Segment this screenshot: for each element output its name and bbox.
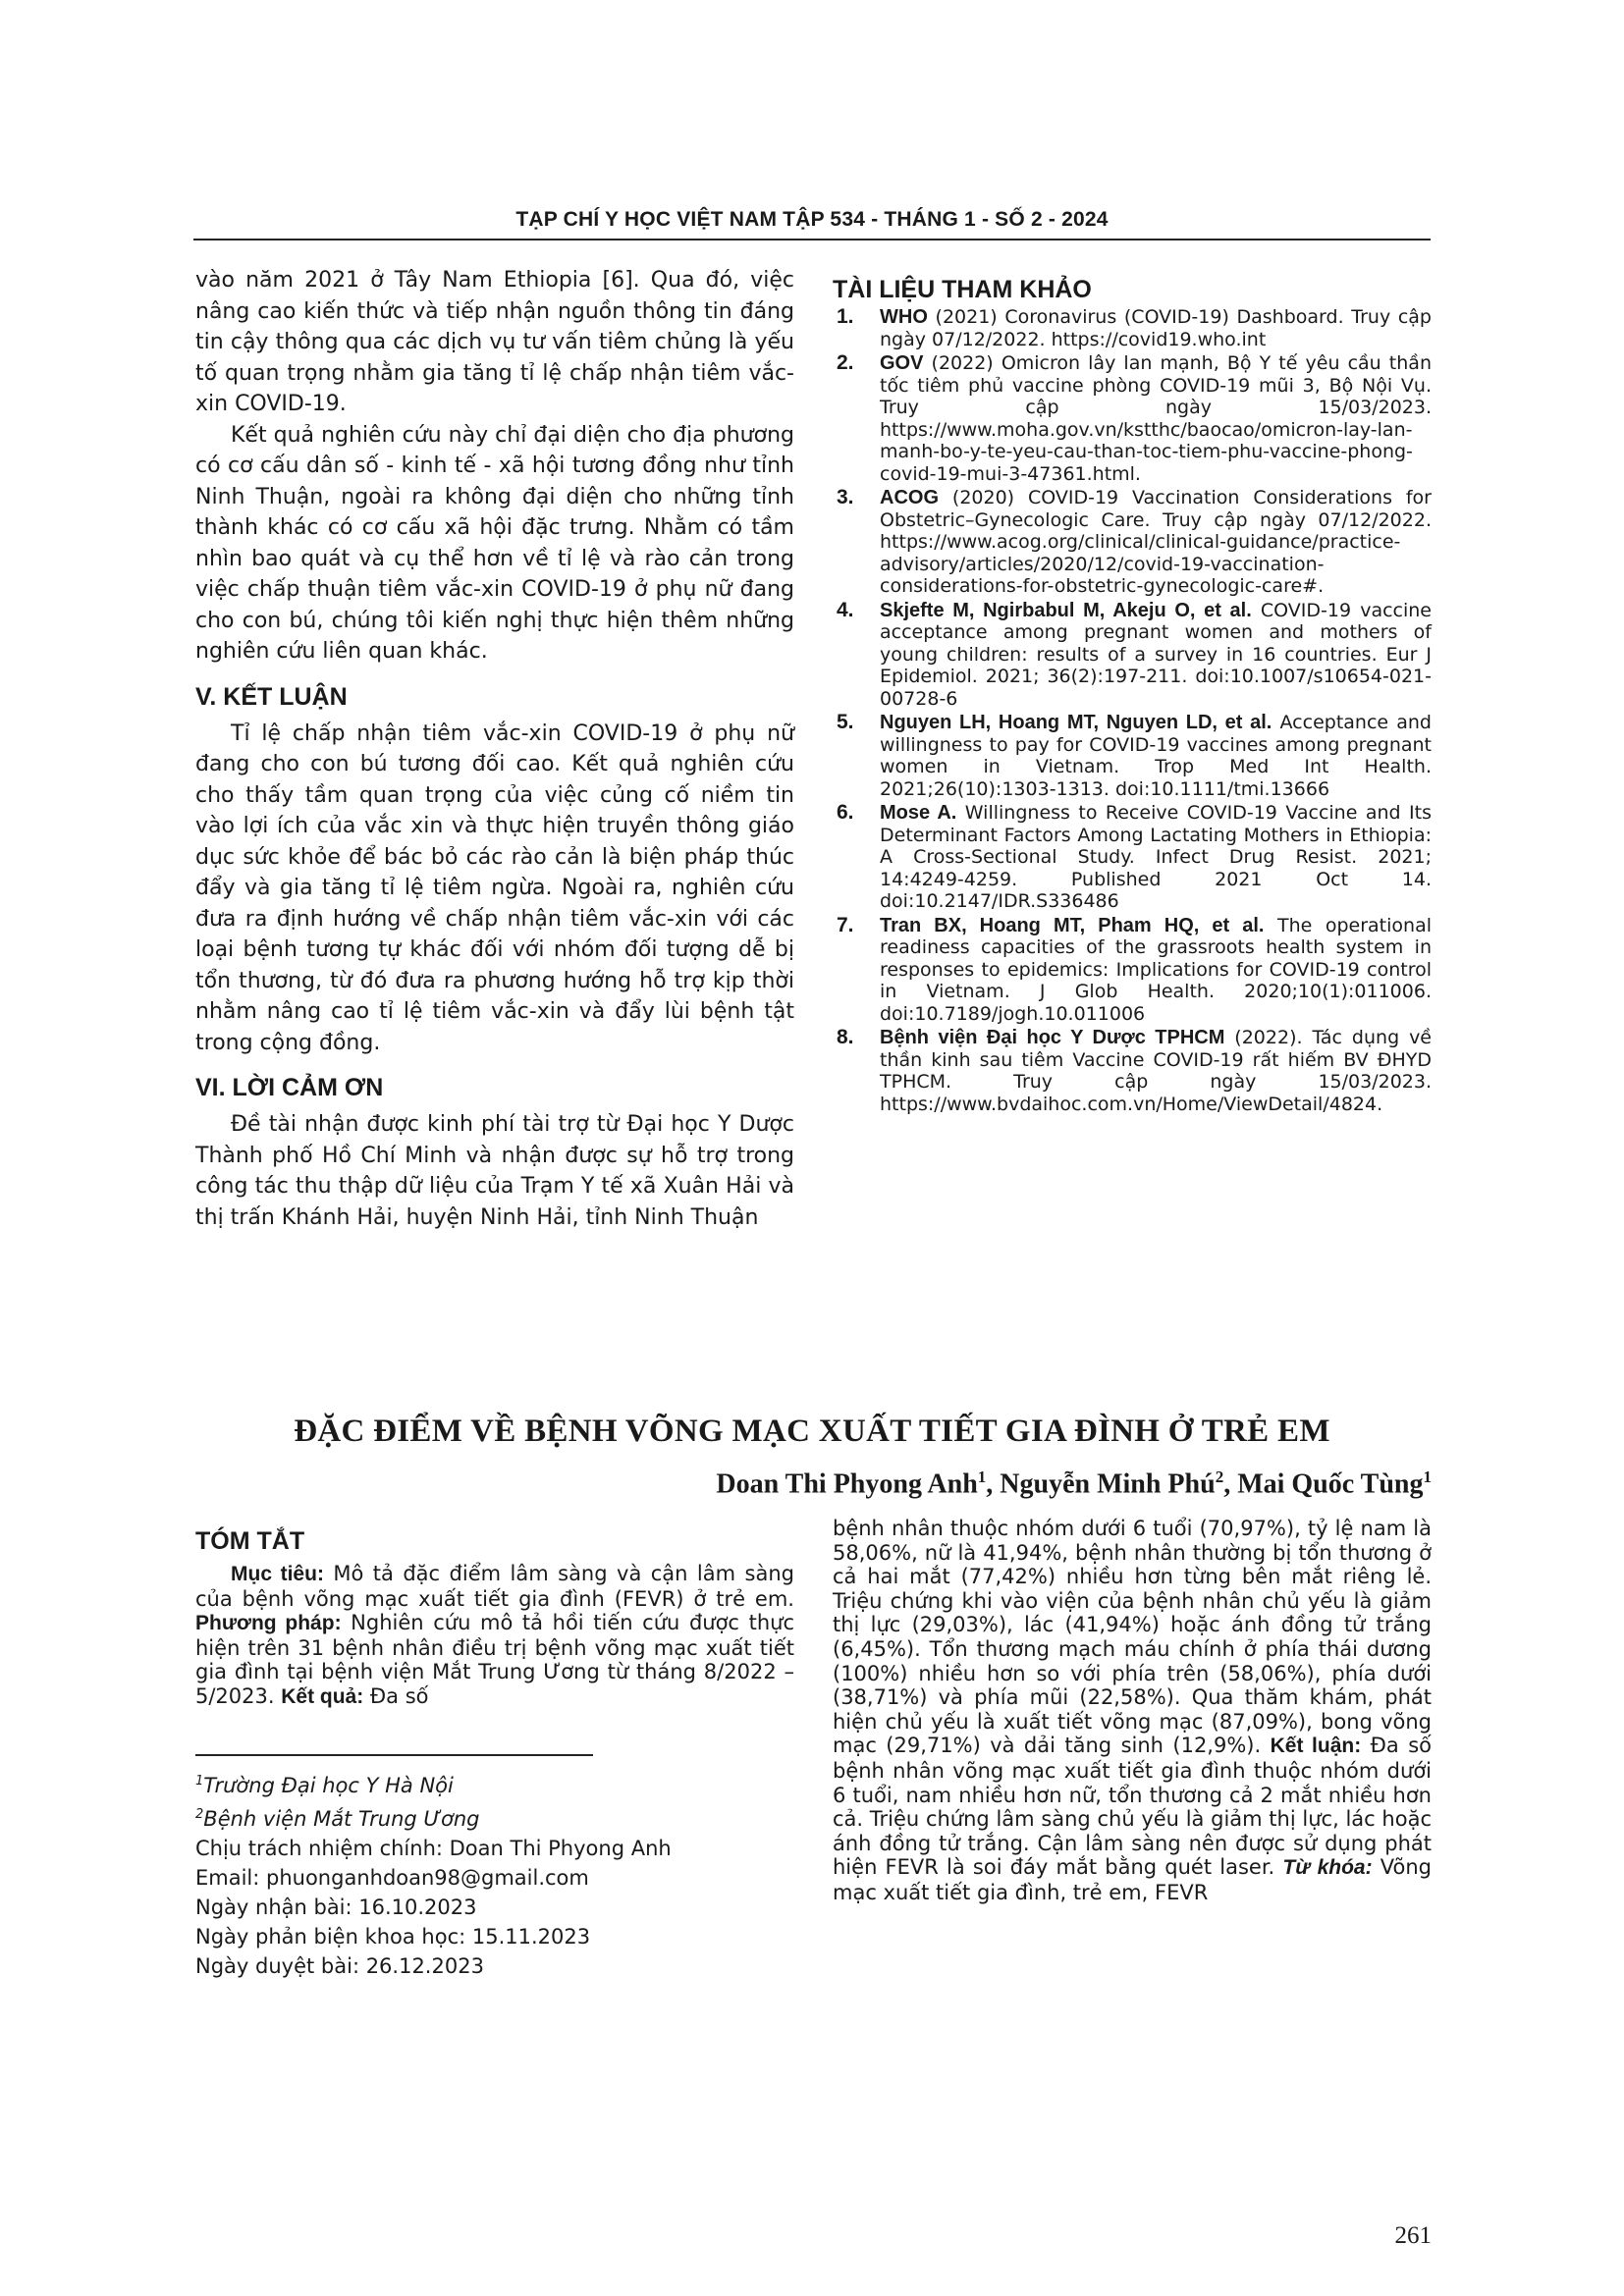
affiliation-mark: 2: [195, 1807, 204, 1822]
reference-number: 2.: [837, 351, 854, 374]
reference-number: 6.: [837, 801, 854, 824]
reference-author: Tran BX, Hoang MT, Pham HQ, et al.: [880, 914, 1265, 936]
references-section: [833, 275, 1432, 1117]
affiliation-text: Bệnh viện Mắt Trung Ương: [203, 1807, 480, 1831]
reference-item: [833, 306, 1432, 350]
reference-text: (2022) Omicron lây lan mạnh, Bộ Y tế yêu cầu thần tốc tiêm phủ vaccine phòng COVID-19 mũi 3, Bộ Nội Vụ. Truy cập ngày 15/03/2023. https://www.moha.gov.vn/kstthc/baocao/omicron-lay-lan-manh-bo-y-te-yeu-cau-than-toc-tiem-phu-vaccine-phong-covid-19-mui-3-47361.html.: [880, 352, 1432, 485]
reference-number: 5.: [837, 711, 854, 733]
reference-author: Bệnh viện Đại học Y Dược TPHCM: [880, 1027, 1225, 1048]
reference-number: 1.: [837, 305, 854, 328]
journal-header: TẠP CHÍ Y HỌC VIỆT NAM TẬP 534 - THÁNG 1 - SỐ 2 - 2024: [515, 208, 1109, 231]
result-label: Kết quả:: [281, 1684, 364, 1708]
discussion-paragraph-2: Kết quả nghiên cứu này chỉ đại diện cho địa phương có cơ cấu dân số - kinh tế - xã hội tương đồng như tỉnh Ninh Thuận, ngoài ra không đại diện cho những tỉnh thành khác có cơ cấu xã hội đặc trưng. Nhằm có tầm nhìn bao quát và cụ thể hơn về tỉ lệ và rào cản trong việc chấp thuận tiêm vắc-xin COVID-19 ở phụ nữ đang cho con bú, chúng tôi kiến nghị thực hiện thêm những nghiên cứu liên quan khác.: [195, 422, 794, 664]
review-date: Ngày phản biện khoa học: 15.11.2023: [195, 1925, 591, 1949]
abstract-right: [833, 1517, 1432, 1905]
acknowledgement-heading: VI. LỜI CẢM ƠN: [195, 1074, 384, 1101]
method-label: Phương pháp:: [195, 1612, 342, 1635]
conclusion-paragraph: Tỉ lệ chấp nhận tiêm vắc-xin COVID-19 ở phụ nữ đang cho con bú tương đối cao. Kết quả nghiên cứu cho thấy tầm quan trọng của việc củng cố niềm tin vào lợi ích của vắc xin và thực hiện truyền thông giáo dục sức khỏe để bác bỏ các rào cản là biện pháp thúc đẩy và gia tăng tỉ lệ tiêm ngừa. Ngoài ra, nghiên cứu đưa ra định hướng về chấp nhận tiêm vắc-xin với các loại bệnh tương tự khác đối với nhóm đối tượng dễ bị tổn thương, từ đó đưa ra phương hướng hỗ trợ kịp thời nhằm nâng cao tỉ lệ tiêm vắc-xin và đẩy lùi bệnh tật trong cộng đồng.: [195, 721, 794, 1055]
author-name: Doan Thi Phyong Anh: [716, 1468, 978, 1500]
affiliation-text: Trường Đại học Y Hà Nội: [203, 1774, 454, 1797]
reference-text: (2021) Coronavirus (COVID-19) Dashboard. Truy cập ngày 07/12/2022. https://covid19.who.int: [880, 306, 1432, 350]
author-separator: ,: [986, 1468, 1001, 1500]
reference-item: [833, 712, 1432, 800]
abstract-heading: TÓM TẮT: [195, 1527, 305, 1555]
reference-item: [833, 1027, 1432, 1115]
page-number: 261: [1394, 2222, 1432, 2249]
reference-author: GOV: [880, 352, 924, 374]
abstract-paragraph-continued: [833, 1517, 1432, 1905]
result-text-start: Đa số: [363, 1683, 429, 1708]
reference-author: Mose A.: [880, 802, 957, 824]
keywords-label: Từ khóa:: [1282, 1856, 1373, 1880]
email: Email: phuonganhdoan98@gmail.com: [195, 1866, 589, 1890]
affiliation-mark: 1: [195, 1774, 204, 1789]
references-heading: TÀI LIỆU THAM KHẢO: [833, 276, 1092, 303]
discussion-paragraph-1: vào năm 2021 ở Tây Nam Ethiopia [6]. Qua đó, việc nâng cao kiến thức và tiếp nhận nguồn thông tin đáng tin cậy thông qua các dịch vụ tư vấn tiêm chủng là yếu tố quan trọng nhằm gia tăng tỉ lệ chấp nhận tiêm vắc-xin COVID-19.: [195, 268, 794, 416]
reference-item: [833, 915, 1432, 1026]
conclusion-heading: V. KẾT LUẬN: [195, 682, 348, 711]
reference-text: COVID-19 vaccine acceptance among pregnant women and mothers of young children: results of a survey in 16 countries. Eur J Epidemiol. 2021; 36(2):197-211. doi:10.1007/s10654-021-00728-6: [880, 599, 1432, 710]
reference-number: 4.: [837, 598, 854, 621]
abstract-paragraph-start: [195, 1562, 794, 1710]
reference-item: [833, 352, 1432, 485]
author-affiliation-mark: 2: [1215, 1468, 1224, 1486]
corresponding-author: Chịu trách nhiệm chính: Doan Thi Phyong Anh: [195, 1837, 672, 1860]
keywords-text: Võng mạc xuất tiết gia đình, trẻ em, FEVR: [833, 1855, 1432, 1904]
reference-item: [833, 600, 1432, 711]
reference-text: Willingness to Receive COVID-19 Vaccine and Its Determinant Factors Among Lactating Mothers in Ethiopia: A Cross-Sectional Study. Infect Drug Resist. 2021; 14:4249-4259. Published 2021 Oct 14. doi:10.2147/IDR.S336486: [880, 802, 1433, 912]
reference-text: The operational readiness capacities of the grassroots health system in responses to epidemics: Implications for COVID-19 control in Vietnam. J Glob Health. 2020;10(1):011006. doi:10.7189/jogh.10.011006: [880, 914, 1432, 1025]
objective-text: Mô tả đặc điểm lâm sàng và cận lâm sàng của bệnh võng mạc xuất tiết gia đình (FEVR) ở trẻ em.: [195, 1562, 794, 1611]
abstract-left: [195, 1526, 794, 1710]
received-date: Ngày nhận bài: 16.10.2023: [195, 1896, 477, 1919]
conclusion-label: Kết luận:: [1270, 1735, 1362, 1758]
reference-text: (2020) COVID-19 Vaccination Considerations for Obstetric–Gynecologic Care. Truy cập ngày 07/12/2022. https://www.acog.org/clinical/clinical-guidance/practice-advisory/articles/2020/12/covid-19-vaccination-considerations-for-obstetric-gynecologic-care#.: [880, 487, 1432, 597]
article-authors: [716, 1468, 1432, 1500]
reference-item: [833, 802, 1432, 913]
reference-number: 3.: [837, 486, 854, 508]
reference-text: Acceptance and willingness to pay for COVID-19 vaccines among pregnant women in Vietnam. Trop Med Int Health. 2021;26(10):1303-1313. doi:10.1111/tmi.13666: [880, 712, 1432, 800]
author-name: Nguyễn Minh Phú: [1000, 1468, 1216, 1500]
reference-list: [833, 306, 1432, 1115]
author-affiliation-mark: 1: [1423, 1468, 1432, 1486]
accepted-date: Ngày duyệt bài: 26.12.2023: [195, 1954, 484, 1978]
affiliation-1: [195, 1767, 794, 1800]
reference-item: [833, 487, 1432, 598]
footnotes: [195, 1767, 794, 1981]
footnote-rule: [195, 1754, 593, 1756]
left-column-top: [195, 265, 794, 1233]
reference-number: 8.: [837, 1026, 854, 1048]
header-rule: [193, 239, 1431, 240]
reference-text: (2022). Tác dụng về thần kinh sau tiêm Vaccine COVID-19 rất hiếm BV ĐHYD TPHCM. Truy cập ngày 15/03/2023. https://www.bvdaihoc.com.vn/Home/ViewDetail/4824.: [880, 1027, 1432, 1115]
result-text-continued: bệnh nhân thuộc nhóm dưới 6 tuổi (70,97%), tỷ lệ nam là 58,06%, nữ là 41,94%, bệnh nhân thường bị tổn thương ở cả hai mắt (77,42%) nhiều hơn từng bên mắt riêng lẻ. Triệu chứng khi vào viện của bệnh nhân chủ yếu là giảm thị lực (29,03%), lác (41,94%) hoặc ánh đồng tử trắng (6,45%). Tổn thương mạch máu chính ở phía thái dương (100%) nhiều hơn so với phía trên (58,06%), phía dưới (38,71%) và phía mũi (22,58%). Qua thăm khám, phát hiện chủ yếu là xuất tiết võng mạc (87,09%), bong võng mạc (29,71%) và dải tăng sinh (12,9%).: [833, 1517, 1432, 1758]
author-name: Mai Quốc Tùng: [1237, 1468, 1424, 1500]
author-separator: ,: [1223, 1468, 1238, 1500]
reference-author: Skjefte M, Ngirbabul M, Akeju O, et al.: [880, 599, 1252, 621]
objective-label: Mục tiêu:: [231, 1563, 324, 1585]
reference-author: WHO: [880, 306, 928, 328]
reference-number: 7.: [837, 913, 854, 936]
conclusion-text: Đa số bệnh nhân võng mạc xuất tiết gia đình thuộc nhóm dưới 6 tuổi, nam nhiều hơn nữ, tổn thương cả 2 mắt nhiều hơn cả. Triệu chứng lâm sàng chủ yếu là giảm thị lực, lác hoặc ánh đồng tử trắng. Cận lâm sàng nên được sử dụng phát hiện FEVR là soi đáy mắt bằng quét laser.: [833, 1734, 1432, 1880]
article-title: ĐẶC ĐIỂM VỀ BỆNH VÕNG MẠC XUẤT TIẾT GIA ĐÌNH Ở TRẺ EM: [294, 1414, 1330, 1449]
method-text: Nghiên cứu mô tả hồi tiến cứu được thực hiện trên 31 bệnh nhân điều trị bệnh võng mạc xuất tiết gia đình tại bệnh viện Mắt Trung Ương từ tháng 8/2022 – 5/2023.: [195, 1611, 794, 1708]
author-affiliation-mark: 1: [977, 1468, 987, 1486]
reference-author: Nguyen LH, Hoang MT, Nguyen LD, et al.: [880, 712, 1272, 733]
affiliation-2: [195, 1800, 794, 1834]
reference-author: ACOG: [880, 487, 939, 508]
acknowledgement-paragraph: Đề tài nhận được kinh phí tài trợ từ Đại học Y Dược Thành phố Hồ Chí Minh và nhận được sự hỗ trợ trong công tác thu thập dữ liệu của Trạm Y tế xã Xuân Hải và thị trấn Khánh Hải, huyện Ninh Hải, tỉnh Ninh Thuận: [195, 1112, 794, 1230]
